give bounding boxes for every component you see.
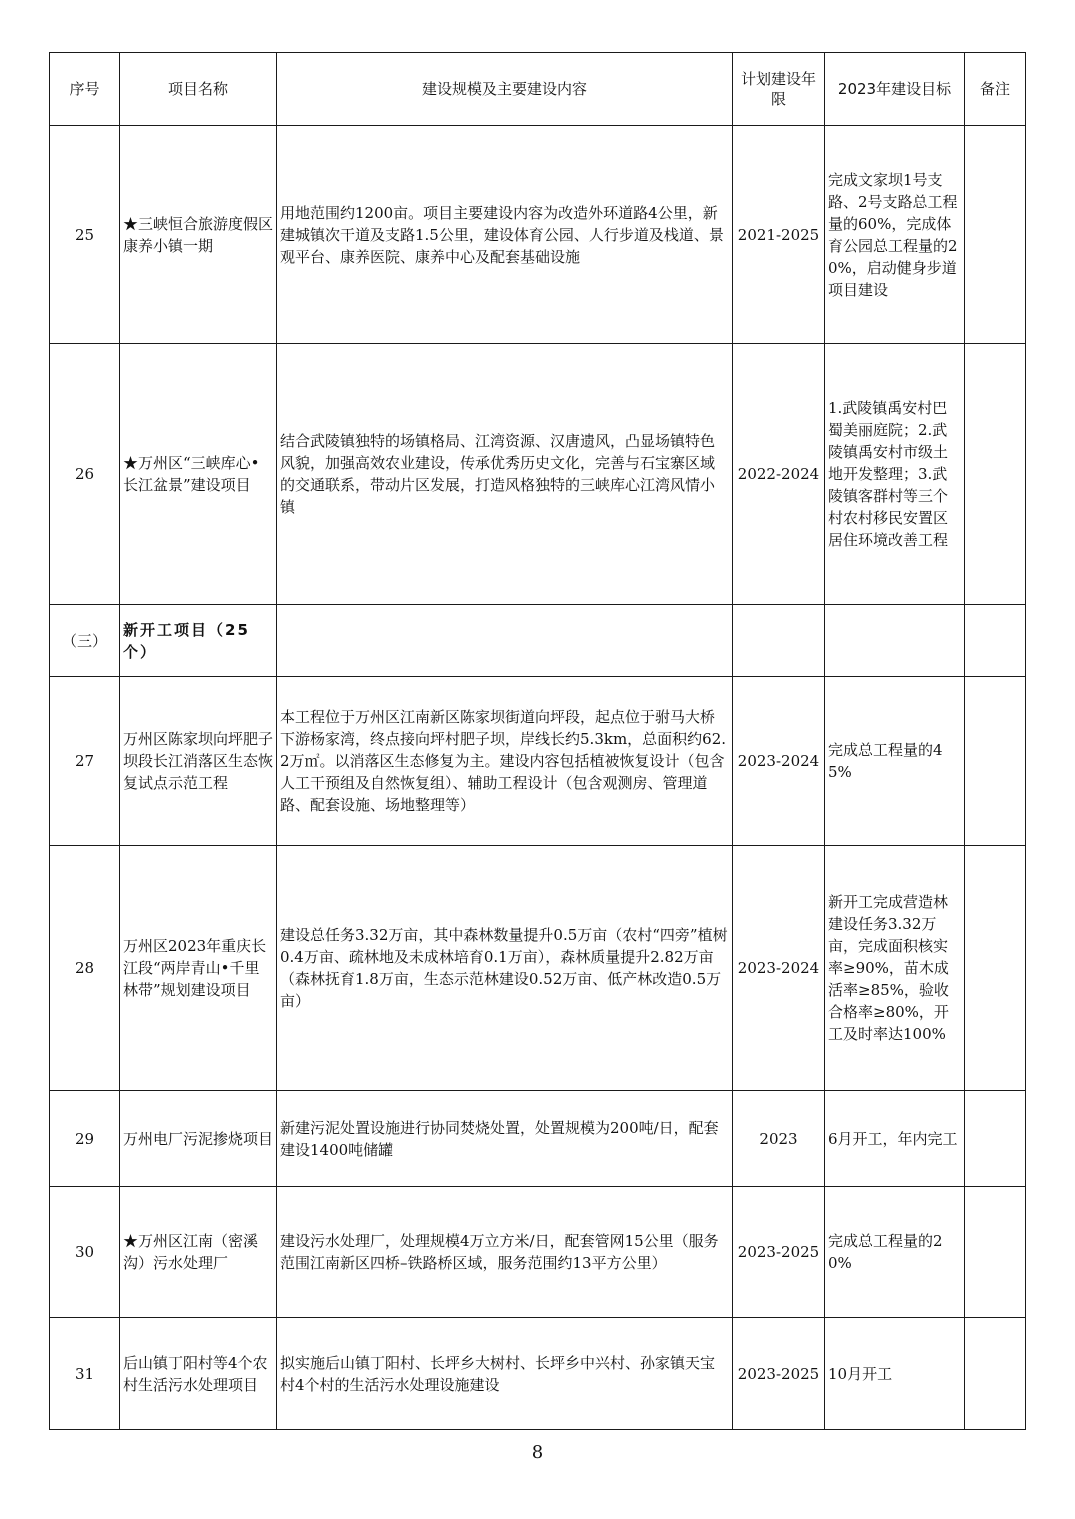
project-table — [49, 52, 1026, 1430]
row-target: 完成文家坝1号支路、2号支路总工程量的60%，完成体育公园总工程量的20%，启动健身步道项目建设 — [825, 126, 965, 344]
table-row — [50, 846, 1026, 1091]
row-note — [965, 1318, 1026, 1430]
row-name: 万州区陈家坝向坪肥子坝段长江消落区生态恢复试点示范工程 — [120, 677, 277, 846]
row-period: 2021-2025 — [733, 126, 825, 344]
table-row — [50, 677, 1026, 846]
row-content: 用地范围约1200亩。项目主要建设内容为改造外环道路4公里，新建城镇次干道及支路1.5公里，建设体育公园、人行步道及栈道、景观平台、康养医院、康养中心及配套基础设施 — [277, 126, 733, 344]
row-target: 新开工完成营造林建设任务3.32万亩，完成面积核实率≥90%，苗木成活率≥85%，验收合格率≥80%，开工及时率达100% — [825, 846, 965, 1091]
row-seq: 31 — [50, 1318, 120, 1430]
row-name: 后山镇丁阳村等4个农村生活污水处理项目 — [120, 1318, 277, 1430]
table-row — [50, 1318, 1026, 1430]
row-note — [965, 1091, 1026, 1187]
table-row — [50, 344, 1026, 605]
row-target: 6月开工，年内完工 — [825, 1091, 965, 1187]
header-name: 项目名称 — [120, 53, 277, 126]
section-empty-cell — [733, 605, 825, 677]
row-seq: 29 — [50, 1091, 120, 1187]
row-name: ★万州区“三峡库心•长江盆景”建设项目 — [120, 344, 277, 605]
row-target: 10月开工 — [825, 1318, 965, 1430]
row-seq: 27 — [50, 677, 120, 846]
row-note — [965, 1187, 1026, 1318]
row-seq: 28 — [50, 846, 120, 1091]
row-seq: 25 — [50, 126, 120, 344]
row-note — [965, 126, 1026, 344]
section-name: 新开工项目（25个） — [120, 605, 277, 677]
row-note — [965, 344, 1026, 605]
row-name: ★万州区江南（密溪沟）污水处理厂 — [120, 1187, 277, 1318]
row-content: 拟实施后山镇丁阳村、长坪乡大树村、长坪乡中兴村、孙家镇天宝村4个村的生活污水处理设施建设 — [277, 1318, 733, 1430]
row-period: 2023-2025 — [733, 1318, 825, 1430]
header-seq: 序号 — [50, 53, 120, 126]
row-note — [965, 677, 1026, 846]
row-period: 2023-2024 — [733, 677, 825, 846]
section-label: （三） — [50, 605, 120, 677]
header-period: 计划建设年限 — [733, 53, 825, 126]
row-period: 2023-2025 — [733, 1187, 825, 1318]
row-content: 本工程位于万州区江南新区陈家坝街道向坪段，起点位于驸马大桥下游杨家湾，终点接向坪村肥子坝，岸线长约5.3km，总面积约62.2万㎡。以消落区生态修复为主。建设内容包括植被恢复设计（包含人工干预组及自然恢复组）、辅助工程设计（包含观测房、管理道路、配套设施、场地整理等） — [277, 677, 733, 846]
table-row — [50, 126, 1026, 344]
header-content: 建设规模及主要建设内容 — [277, 53, 733, 126]
section-empty-cell — [825, 605, 965, 677]
row-period: 2023 — [733, 1091, 825, 1187]
page-number: 8 — [531, 1442, 544, 1463]
header-target: 2023年建设目标 — [825, 53, 965, 126]
row-content: 结合武陵镇独特的场镇格局、江湾资源、汉唐遗风，凸显场镇特色风貌，加强高效农业建设，传承优秀历史文化，完善与石宝寨区域的交通联系，带动片区发展，打造风格独特的三峡库心江湾风情小镇 — [277, 344, 733, 605]
row-target: 完成总工程量的45% — [825, 677, 965, 846]
row-period: 2023-2024 — [733, 846, 825, 1091]
row-seq: 26 — [50, 344, 120, 605]
table-row — [50, 1091, 1026, 1187]
row-name: ★三峡恒合旅游度假区康养小镇一期 — [120, 126, 277, 344]
table-row — [50, 1187, 1026, 1318]
table-header-row — [50, 53, 1026, 126]
row-period: 2022-2024 — [733, 344, 825, 605]
section-empty-cell — [277, 605, 733, 677]
row-seq: 30 — [50, 1187, 120, 1318]
row-target: 1.武陵镇禹安村巴蜀美丽庭院；2.武陵镇禹安村市级土地开发整理；3.武陵镇客群村等三个村农村移民安置区居住环境改善工程 — [825, 344, 965, 605]
section-row — [50, 605, 1026, 677]
row-content: 新建污泥处置设施进行协同焚烧处置，处置规模为200吨/日，配套建设1400吨储罐 — [277, 1091, 733, 1187]
row-name: 万州区2023年重庆长江段“两岸青山•千里林带”规划建设项目 — [120, 846, 277, 1091]
row-name: 万州电厂污泥掺烧项目 — [120, 1091, 277, 1187]
row-note — [965, 846, 1026, 1091]
header-note: 备注 — [965, 53, 1026, 126]
row-target: 完成总工程量的20% — [825, 1187, 965, 1318]
section-empty-cell — [965, 605, 1026, 677]
row-content: 建设总任务3.32万亩，其中森林数量提升0.5万亩（农村“四旁”植树0.4万亩、疏林地及未成林培育0.1万亩），森林质量提升2.82万亩（森林抚育1.8万亩，生态示范林建设0.52万亩、低产林改造0.5万亩） — [277, 846, 733, 1091]
row-content: 建设污水处理厂，处理规模4万立方米/日，配套管网15公里（服务范围江南新区四桥–铁路桥区域，服务范围约13平方公里） — [277, 1187, 733, 1318]
